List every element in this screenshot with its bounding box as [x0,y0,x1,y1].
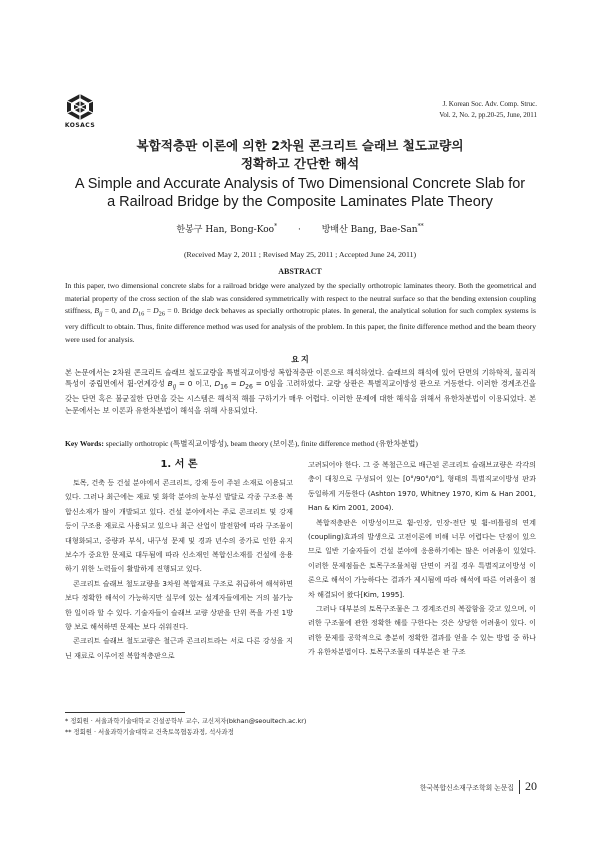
title-english [40,175,560,211]
title-korean [40,137,560,173]
intro-right-paragraph-3: 그러나 대부분의 토목구조물은 그 경계조건의 복잡함을 갖고 있으며, 이러한 구조물에 관한 정확한 해를 구한다는 것은 상당한 어려움이 있다. 이러한 문제를 공학적으로 충분히 정확한 결과를 얻을 수 있는 방법 중 하나가 유한차분법이다. 토목구조물의 대부분은 판 구조 [308,604,536,657]
yoji-math-b-rest: = 0 이고, [176,379,215,389]
abstract-math-d16-sub: 16 [138,310,145,318]
abstract-math-d26-sub: 26 [158,310,165,318]
intro-right-paragraph-1: 고려되어야 한다. 그 중 복철근으로 배근된 콘크리트 슬래브교량은 각각의 층이 대칭으로 구성되어 있는 [0°/90°/0°], 형태의 특별직교이방성 판과 동일하게 거동한다 (Ashton 1970, Whitney 1970, Kim & Han 2001, Han & Kim 2001, 2004). [308,460,536,513]
yoji-math-b-sub: ij [172,383,177,391]
author-2-mark: ** [417,223,424,230]
yoji-text-2: 임을 고려하였다. 교량 상판은 특별직교이방성 판으로 거동한다. 이러한 경계조건을 갖는 단면 혹은 불균질한 단면을 갖는 시스템은 해석적 해를 구하기가 매우 어렵다. 이러한 문제에 대한 해석을 위해서 유한차분법이 이용되었다. 본 논문에서는 보 이론과 유한차분법이 해석을 위해 사용되었다. [65,379,536,415]
yoji-math-d26: D [239,379,246,389]
author-separator: · [297,225,301,235]
journal-line-2: Vol. 2, No. 2, pp.20-25, June, 2011 [439,111,537,119]
title-english-line-1: A Simple and Accurate Analysis of Two Dimensional Concrete Slab for [74,176,526,192]
yoji-math-d16: D [214,379,221,389]
abstract-math-b: B [94,306,99,315]
journal-info [439,99,537,121]
intro-left-paragraph-1: 토목, 건축 등 건설 분야에서 콘크리트, 강재 등이 주된 소재로 이용되고 있다. 그러나 최근에는 재료 및 화학 분야의 눈부신 발달로 각종 구조용 복합신소재가 많이 개발되고 있다. 건설 분야에서는 주로 콘크리트 및 강재 등이 구조용 재료로 사용되고 있으나 최근 산업이 발전함에 따라 구조물이 대형화되고, 중량과 부식, 내구성 문제 및 경과 년수의 증가로 인한 유지 보수가 중요한 문제로 대두됨에 따라 신소재인 복합신소재를 건설에 응용하기 위한 노력들이 활발하게 진행되고 있다. [65,478,293,574]
footnote-1: * 정회원 · 서울과학기술대학교 건설공학부 교수, 교신저자(bkhan@seoultech.ac.kr) [65,717,307,725]
yoji-math-eq: = [227,379,240,389]
yoji-body [65,367,536,416]
abstract-math-d26: D [153,306,159,315]
intro-left-paragraph-3: 콘크리트 슬래브 철도교량은 철근과 콘크리트라는 서로 다른 강성을 지닌 재료로 이루어진 복합적층판으로 [65,636,293,660]
logo-text: KOSACS [64,122,96,129]
intro-heading: 1. 서 론 [160,459,198,470]
abstract-math-d16: D [132,306,138,315]
intro-left-paragraph-2: 콘크리트 슬래브 철도교량을 3차원 복합재료 구조로 취급하여 해석하면 보다 정확한 해석이 가능하지만 실무에 있는 설계자들에게는 거의 불가능한 일이라 할 수 있다. 기술자들이 슬래브 교량 상판을 단위 폭을 가진 1방향 보로 해석하면 문제는 보다 쉬워진다. [65,578,293,632]
footer-divider [519,780,520,794]
yoji-math-b: B [167,379,173,389]
column-left [65,476,293,663]
abstract-heading: ABSTRACT [278,267,322,276]
column-right [308,458,536,660]
author-1: 한봉구 Han, Bong-Koo [176,225,275,235]
intro-right-paragraph-2: 복합적층판은 이방성이므로 휨-인장, 인장-전단 및 휨-비틀림의 연계(coupling)효과의 발생으로 고전이론에 비해 너무 어렵다는 단점이 있으므로 일반 기술자들이 건설 분야에 응용하기에는 많은 어려움이 있었다. 이러한 문제점들은 토목구조물처럼 단면이 커질 경우 특별직교이방성 이론으로 해석이 가능하다는 결과가 제시됨에 따라 해석에 따른 어려움이 점차 해결되어 왔다[Kim, 1995]. [308,517,536,599]
society-logo [62,93,98,129]
footnotes [65,716,306,738]
yoji-math-d26-rest: = 0 [252,379,270,389]
keywords-label: Key Words: [65,439,104,448]
kosacs-logo-icon [65,93,95,121]
page-footer [420,779,537,794]
received-dates: (Received May 2, 2011 ; Revised May 25, 2011 ; Accepted June 24, 2011) [183,250,417,259]
title-korean-line-2: 정확하고 간단한 해석 [240,156,360,171]
yoji-math-d16-sub: 16 [220,383,228,391]
author-2: 방배산 Bang, Bae-San [321,225,418,235]
abstract-text-2: Bridge deck behaves as specially orthotropic plates. In general, the analytical solution for such complex systems is very difficult to obtain. Thus, finite difference method was used for analysis of the problem. In this paper, the finite difference method and the beam theory were used for analysis. [65,306,536,344]
title-korean-line-1: 복합적층판 이론에 의한 2차원 콘크리트 슬래브 철도교량의 [136,138,464,153]
abstract-text-1: In this paper, two dimensional concrete slabs for a railroad bridge were analyzed by the specially orthotropic laminates theory. Both the geometrical and material property of the cross section of the slab was considered symmetrically with respect to the neutral surface so that the bending extension coupling stiffness, [65,281,536,315]
yoji-math-d26-sub: 26 [245,383,253,391]
author-1-mark: * [274,223,278,230]
keywords [65,438,536,449]
abstract-math-d26-rest: = 0. [164,306,180,315]
journal-line-1: J. Korean Soc. Adv. Comp. Struc. [442,100,537,108]
page-number: 20 [525,779,537,793]
footnote-2: ** 정회원 · 서울과학기술대학교 건축토목협동과정, 석사과정 [65,728,234,736]
abstract-math-b-rest: = 0, and [102,306,133,315]
abstract-math-b-sub: ij [98,310,103,318]
yoji-heading: 요 지 [291,355,309,364]
abstract-body [65,280,536,346]
yoji-text-1: 본 논문에서는 2차원 콘크리트 슬래브 철도교량을 특별직교이방성 복합적층판 이론으로 해석하였다. 슬래브의 해석에 있어 단면의 기하학적, 물리적 특성이 중립면에서 휨-연계강성 [65,368,536,389]
footnote-divider [65,712,185,713]
title-english-line-2: a Railroad Bridge by the Composite Laminates Plate Theory [107,194,493,210]
abstract-math-eq: = [144,306,154,315]
authors [40,222,560,235]
footer-journal-name: 한국복합신소재구조학회 논문집 [419,783,514,792]
keywords-text: specially orthotropic (특별직교이방성), beam theory (보이론), finite difference method (유한차분법) [103,439,418,448]
